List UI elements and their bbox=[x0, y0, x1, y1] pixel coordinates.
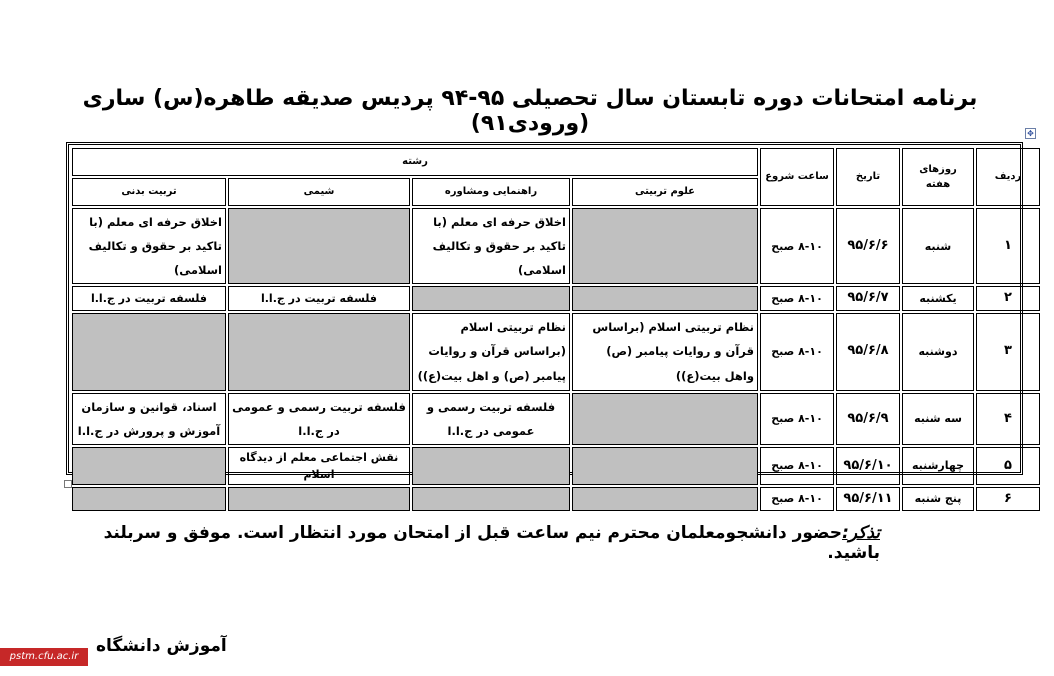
exam-cell: فلسفه تربیت در ج.ا.ا bbox=[72, 286, 226, 310]
row-date: ۹۵/۶/۱۱ bbox=[836, 487, 900, 511]
row-weekday: دوشنبه bbox=[902, 313, 974, 391]
row-number: ۵ bbox=[976, 447, 1040, 485]
exam-cell bbox=[72, 313, 226, 391]
row-start-time: ۸-۱۰ صبح bbox=[760, 208, 834, 284]
row-weekday: پنج شنبه bbox=[902, 487, 974, 511]
row-start-time: ۸-۱۰ صبح bbox=[760, 313, 834, 391]
table-row bbox=[72, 286, 1040, 310]
header-major-1: علوم تربیتی bbox=[572, 178, 758, 206]
header-major-3: شیمی bbox=[228, 178, 410, 206]
table-row bbox=[72, 487, 1040, 511]
row-number: ۶ bbox=[976, 487, 1040, 511]
row-date: ۹۵/۶/۹ bbox=[836, 393, 900, 445]
exam-cell bbox=[228, 208, 410, 284]
exam-cell: فلسفه تربیت در ج.ا.ا bbox=[228, 286, 410, 310]
exam-cell bbox=[72, 487, 226, 511]
row-date: ۹۵/۶/۸ bbox=[836, 313, 900, 391]
row-date: ۹۵/۶/۷ bbox=[836, 286, 900, 310]
note-text: حضور دانشجومعلمان محترم نیم ساعت قبل از امتحان مورد انتظار است. موفق و سربلند باشید. bbox=[103, 523, 880, 563]
header-start-time: ساعت شروع bbox=[760, 148, 834, 206]
header-row-number: ردیف bbox=[976, 148, 1040, 206]
exam-cell bbox=[572, 487, 758, 511]
row-weekday: شنبه bbox=[902, 208, 974, 284]
exam-cell: اسناد، قوانین و سازمان آموزش و پرورش در ج.ا.ا bbox=[72, 393, 226, 445]
table-row bbox=[72, 313, 1040, 391]
header-date: تاریخ bbox=[836, 148, 900, 206]
row-weekday: یکشنبه bbox=[902, 286, 974, 310]
row-number: ۳ bbox=[976, 313, 1040, 391]
row-weekday: سه شنبه bbox=[902, 393, 974, 445]
exam-cell bbox=[572, 208, 758, 284]
row-number: ۴ bbox=[976, 393, 1040, 445]
exam-cell bbox=[572, 447, 758, 485]
row-start-time: ۸-۱۰ صبح bbox=[760, 487, 834, 511]
header-major-2: راهنمایی ومشاوره bbox=[412, 178, 570, 206]
exam-cell bbox=[572, 393, 758, 445]
table-row bbox=[72, 208, 1040, 284]
exam-cell: نظام تربیتی اسلام (براساس قرآن و روایات پیامبر (ص) و اهل بیت(ع)) bbox=[412, 313, 570, 391]
row-number: ۲ bbox=[976, 286, 1040, 310]
exam-cell: نظام تربیتی اسلام (براساس قرآن و روایات پیامبر (ص) واهل بیت(ع)) bbox=[572, 313, 758, 391]
exam-cell bbox=[228, 313, 410, 391]
table-row bbox=[72, 393, 1040, 445]
header-major-4: تربیت بدنی bbox=[72, 178, 226, 206]
exam-cell: اخلاق حرفه ای معلم (با تاکید بر حقوق و تکالیف اسلامی) bbox=[72, 208, 226, 284]
exam-cell bbox=[72, 447, 226, 485]
row-date: ۹۵/۶/۶ bbox=[836, 208, 900, 284]
exam-cell: فلسفه تربیت رسمی و عمومی در ج.ا.ا bbox=[412, 393, 570, 445]
footer-signature: آموزش دانشگاه bbox=[96, 636, 227, 656]
document-title: برنامه امتحانات دوره تابستان سال تحصیلی ۹۵-۹۴ پردیس صدیقه طاهره(س) ساری (ورودی۹۱) bbox=[82, 86, 978, 136]
row-number: ۱ bbox=[976, 208, 1040, 284]
exam-cell bbox=[412, 286, 570, 310]
exam-cell: نقش اجتماعی معلم از دیدگاه اسلام bbox=[228, 447, 410, 485]
watermark-badge: pstm.cfu.ac.ir bbox=[0, 648, 88, 666]
exam-cell bbox=[228, 487, 410, 511]
note-label: تذکر: bbox=[842, 523, 880, 543]
table-row bbox=[72, 447, 1040, 485]
exam-cell bbox=[412, 447, 570, 485]
exam-cell bbox=[412, 487, 570, 511]
exam-cell bbox=[572, 286, 758, 310]
header-major: رشته bbox=[72, 148, 758, 176]
row-date: ۹۵/۶/۱۰ bbox=[836, 447, 900, 485]
exam-cell: اخلاق حرفه ای معلم (با تاکید بر حقوق و تکالیف اسلامی) bbox=[412, 208, 570, 284]
exam-schedule-table bbox=[66, 142, 1023, 506]
table-resize-handle[interactable] bbox=[64, 480, 72, 488]
row-start-time: ۸-۱۰ صبح bbox=[760, 447, 834, 485]
row-start-time: ۸-۱۰ صبح bbox=[760, 286, 834, 310]
header-weekday: روزهای هفته bbox=[902, 148, 974, 206]
table-move-handle-icon[interactable]: ✥ bbox=[1025, 128, 1036, 139]
exam-cell: فلسفه تربیت رسمی و عمومی در ج.ا.ا bbox=[228, 393, 410, 445]
row-weekday: چهارشنبه bbox=[902, 447, 974, 485]
row-start-time: ۸-۱۰ صبح bbox=[760, 393, 834, 445]
exam-note bbox=[100, 523, 880, 563]
